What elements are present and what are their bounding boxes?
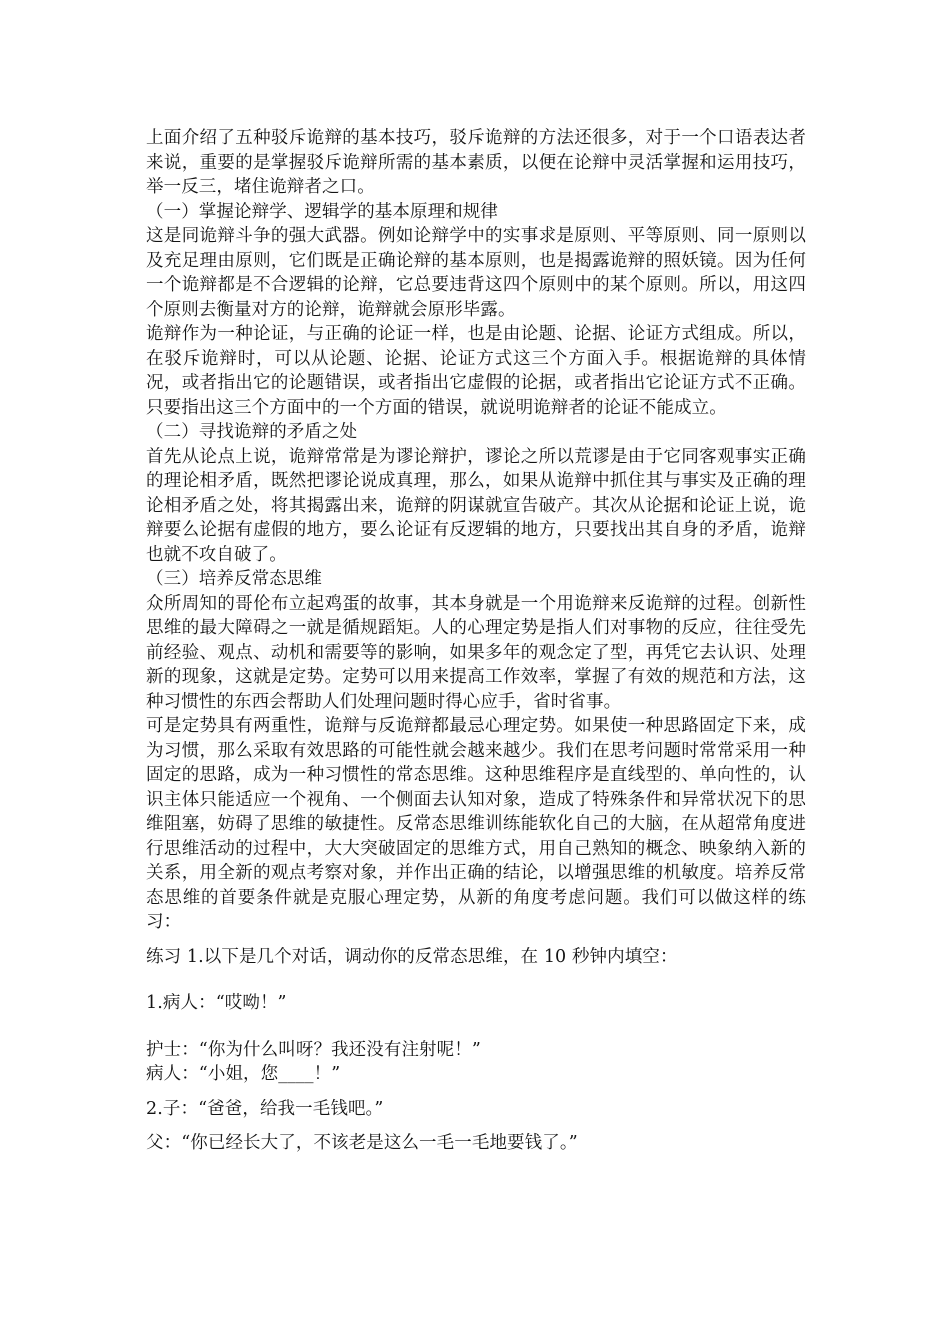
dialog-1-line-2: 护士：“你为什么叫呀？我还没有注射呢！” [146, 1039, 481, 1060]
exercise-title: 练习 1.以下是几个对话，调动你的反常态思维，在 10 秒钟内填空： [146, 946, 678, 967]
section-heading-1: （一）掌握论辩学、逻辑学的基本原理和规律 [146, 201, 498, 222]
section-1-paragraph-1: 这是同诡辩斗争的强大武器。例如论辩学中的实事求是原则、平等原则、同一原则以及充足理由原则，它们既是正确论辩的基本原则，也是揭露诡辩的照妖镜。因为任何一个诡辩都是不合逻辑的论辩，它总要违背这四个原则中的某个原则。所以，用这四个原则去衡量对方的论辩，诡辩就会原形毕露。 [146, 226, 806, 320]
section-1-paragraph-2: 诡辩作为一种论证，与正确的论证一样，也是由论题、论据、论证方式组成。所以，在驳斥诡辩时，可以从论题、论据、论证方式这三个方面入手。根据诡辩的具体情况，或者指出它的论题错误，或者指出它虚假的论据，或者指出它论证方式不正确。只要指出这三个方面中的一个方面的错误，就说明诡辩者的论证不能成立。 [146, 324, 806, 418]
dialog-2-line-1: 2.子：“爸爸，给我一毛钱吧。” [146, 1098, 384, 1119]
intro-paragraph: 上面介绍了五种驳斥诡辩的基本技巧，驳斥诡辩的方法还很多，对于一个口语表达者来说，重要的是掌握驳斥诡辩所需的基本素质，以便在论辩中灵活掌握和运用技巧，举一反三，堵住诡辩者之口。 [146, 128, 806, 197]
section-3-paragraph-2: 可是定势具有两重性，诡辩与反诡辩都最忌心理定势。如果使一种思路固定下来，成为习惯，那么采取有效思路的可能性就会越来越少。我们在思考问题时常常采用一种固定的思路，成为一种习惯性的常态思维。这种思维程序是直线型的、单向性的，认识主体只能适应一个视角、一个侧面去认知对象，造成了特殊条件和异常状况下的思维阻塞，妨碍了思维的敏捷性。反常态思维训练能软化自己的大脑，在从超常角度进行思维活动的过程中，大大突破固定的思维方式，用自己熟知的概念、映象纳入新的关系，用全新的观点考察对象，并作出正确的结论，以增强思维的机敏度。培养反常态思维的首要条件就是克服心理定势，从新的角度考虑问题。我们可以做这样的练习： [146, 716, 806, 932]
section-heading-3: （三）培养反常态思维 [146, 569, 322, 589]
section-heading-2: （二）寻找诡辩的矛盾之处 [146, 422, 358, 442]
section-3-paragraph-1: 众所周知的哥伦布立起鸡蛋的故事，其本身就是一个用诡辩来反诡辩的过程。创新性思维的最大障碍之一就是循规蹈矩。人的心理定势是指人们对事物的反应，往往受先前经验、观点、动机和需要等的影响，如果多年的观念定了型，再凭它去认识、处理新的现象，这就是定势。定势可以用来提高工作效率，掌握了有效的规范和方法，这种习惯性的东西会帮助人们处理问题时得心应手，省时省事。 [146, 593, 806, 712]
dialog-2-line-2: 父：“你已经长大了，不该老是这么一毛一毛地要钱了。” [146, 1133, 578, 1153]
dialog-1-line-1: 1.病人：“哎呦！” [146, 993, 287, 1013]
section-2-paragraph-1: 首先从论点上说，诡辩常常是为谬论辩护，谬论之所以荒谬是由于它同客观事实正确的理论相矛盾，既然把谬论说成真理，那么，如果从诡辩中抓住其与事实及正确的理论相矛盾之处，将其揭露出来，诡辩的阴谋就宣告破产。其次从论据和论证上说，诡辩要么论据有虚假的地方，要么论证有反逻辑的地方，只要找出其自身的矛盾，诡辩也就不攻自破了。 [146, 446, 806, 565]
dialog-1-line-3: 病人：“小姐，您____！” [146, 1064, 341, 1084]
document-page [146, 126, 806, 1156]
